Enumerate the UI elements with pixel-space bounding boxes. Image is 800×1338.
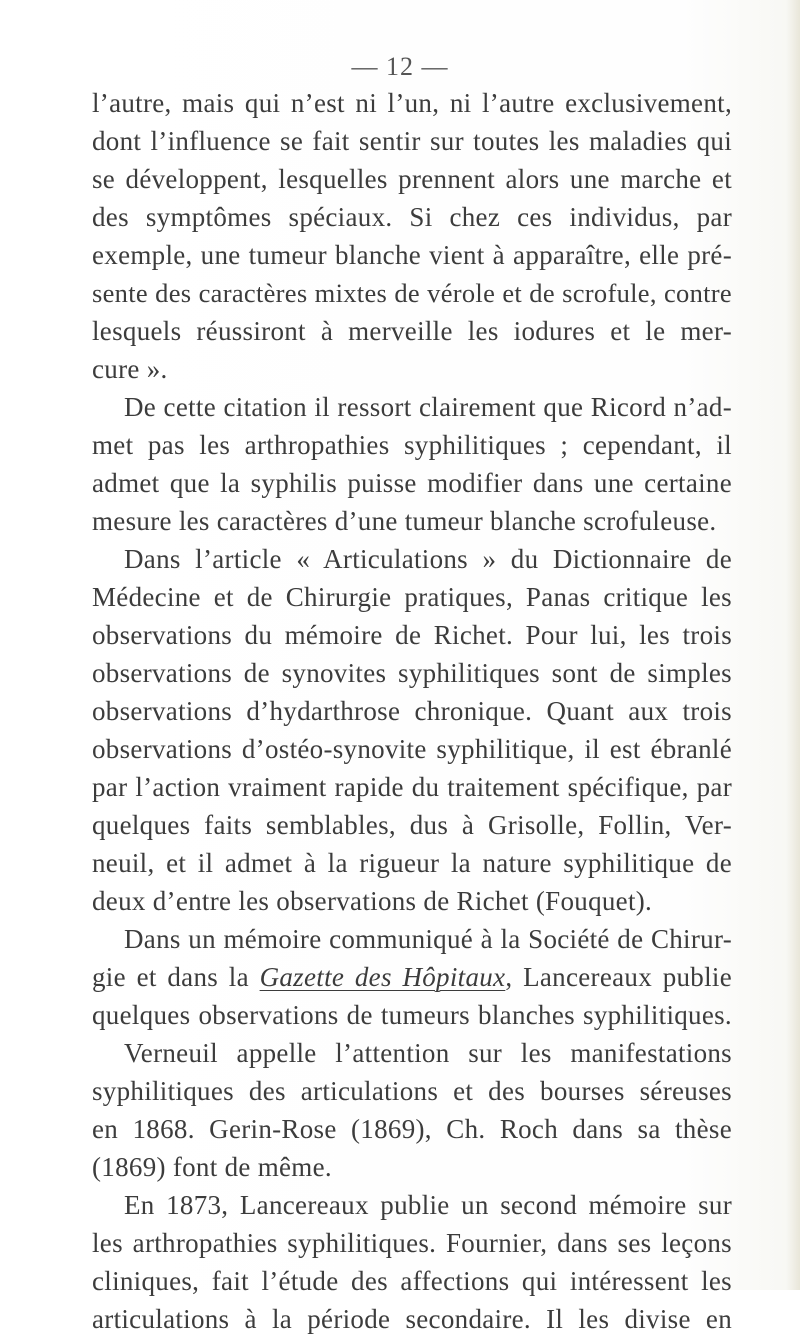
text-line: met pas les arthropathies syphilitiques ; cependant, il <box>92 430 732 460</box>
text-line: les arthropathies syphilitiques. Fournier, dans ses leçons <box>92 1228 732 1258</box>
text-line: syphilitiques des articulations et des bourses séreuses <box>92 1076 732 1106</box>
page-edge-shadow <box>786 0 800 1290</box>
text-line: mesure les caractères d’une tumeur blanche scrofuleuse. <box>92 506 717 536</box>
body-text <box>92 84 732 1338</box>
text-line: Dans un mémoire communiqué à la Société de Chirur- <box>124 924 732 954</box>
page-number: — 12 — <box>351 52 449 81</box>
text-line: observations d’ostéo-synovite syphilitique, il est ébranlé <box>92 734 732 764</box>
text-line: l’autre, mais qui n’est ni l’un, ni l’autre exclusivement, <box>92 88 732 118</box>
text-line: dont l’influence se fait sentir sur toutes les maladies qui <box>92 126 732 156</box>
text-line: deux d’entre les observations de Richet (Fouquet). <box>92 886 653 916</box>
text-line: observations du mémoire de Richet. Pour lui, les trois <box>92 620 732 650</box>
text-line: Dans l’article « Articulations » du Dictionnaire de <box>124 544 732 574</box>
text-line: admet que la syphilis puisse modifier dans une certaine <box>92 468 732 498</box>
text-line: des symptômes spéciaux. Si chez ces individus, par <box>92 202 732 232</box>
text-line: cure ». <box>92 354 168 384</box>
text-line: articulations à la période secondaire. Il les divise en <box>92 1304 732 1334</box>
text-line: lesquels réussiront à merveille les iodures et le mer- <box>92 316 732 346</box>
text-line: observations d’hydarthrose chronique. Quant aux trois <box>92 696 732 726</box>
text-line: (1869) font de même. <box>92 1152 332 1182</box>
text-line: se développent, lesquelles prennent alors une marche et <box>92 164 732 194</box>
text-line: exemple, une tumeur blanche vient à apparaître, elle pré- <box>92 240 732 270</box>
text-line: cliniques, fait l’étude des affections qui intéressent les <box>92 1266 732 1296</box>
text-line: Verneuil appelle l’attention sur les manifestations <box>124 1038 732 1068</box>
text-line: en 1868. Gerin-Rose (1869), Ch. Roch dans sa thèse <box>92 1114 732 1144</box>
text-line: neuil, et il admet à la rigueur la nature syphilitique de <box>92 848 732 878</box>
text-line: quelques faits semblables, dus à Grisolle, Follin, Ver- <box>92 810 732 840</box>
text-line: En 1873, Lancereaux publie un second mémoire sur <box>124 1190 732 1220</box>
text-line: De cette citation il ressort clairement que Ricord n’ad- <box>124 392 732 422</box>
text-line: sente des caractères mixtes de vérole et de scrofule, contre <box>92 278 732 308</box>
text-segment: , Lancereaux publie <box>505 962 732 992</box>
text-line: Médecine et de Chirurgie pratiques, Panas critique les <box>92 582 732 612</box>
text-segment: gie et dans la <box>92 962 260 992</box>
text-line: observations de synovites syphilitiques sont de simples <box>92 658 732 688</box>
journal-title: Gazette des Hôpitaux <box>259 962 506 992</box>
text-line: quelques observations de tumeurs blanches syphilitiques. <box>92 1000 732 1030</box>
text-line: par l’action vraiment rapide du traitement spécifique, par <box>92 772 732 802</box>
text-line <box>92 958 732 996</box>
